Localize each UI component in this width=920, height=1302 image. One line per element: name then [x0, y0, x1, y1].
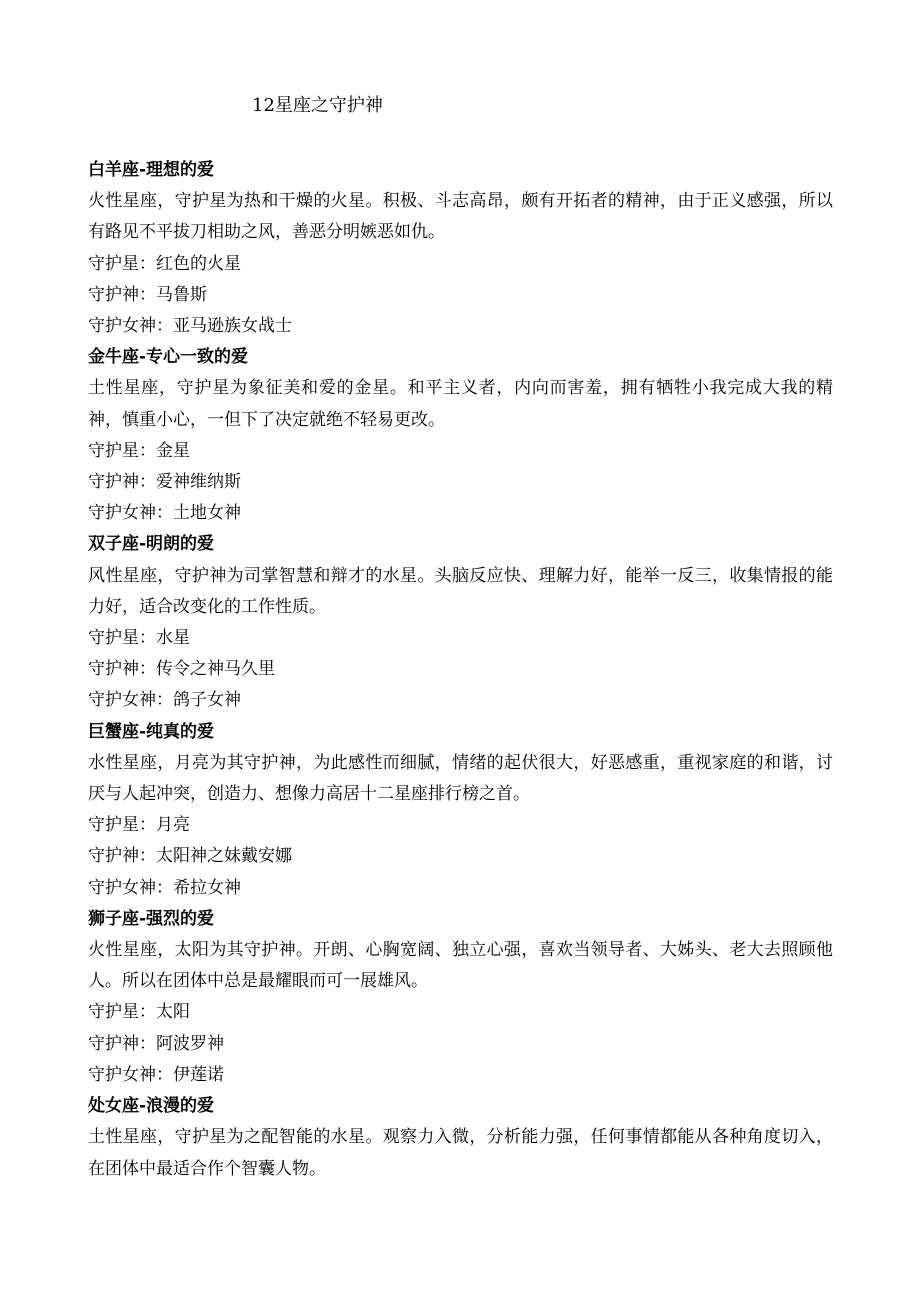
document-body	[88, 155, 833, 1185]
guardian-goddess: 守护女神：土地女神	[88, 503, 241, 524]
guardian-goddess: 守护女神：伊莲诺	[88, 1064, 224, 1085]
sign-section-leo	[88, 904, 833, 1091]
guardian-planet: 守护星：金星	[88, 440, 190, 461]
guardian-planet: 守护星：红色的火星	[88, 253, 241, 274]
sign-description: 火性星座，太阳为其守护神。开朗、心胸宽阔、独立心强，喜欢当领导者、大姊头、老大去照顾他人。所以在团体中总是最耀眼而可一展雄风。	[88, 940, 833, 992]
sign-description: 火性星座，守护星为热和干燥的火星。积极、斗志高昂，颇有开拓者的精神，由于正义感强，所以有路见不平拔刀相助之风，善恶分明嫉恶如仇。	[88, 191, 833, 243]
sign-heading: 金牛座-专心一致的爱	[88, 347, 249, 368]
guardian-god: 守护神：太阳神之妹戴安娜	[88, 846, 292, 867]
guardian-goddess: 守护女神：希拉女神	[88, 877, 241, 898]
sign-description: 土性星座，守护星为之配智能的水星。观察力入微，分析能力强，任何事情都能从各种角度切入，在团体中最适合作个智囊人物。	[88, 1127, 833, 1179]
sign-section-virgo	[88, 1091, 833, 1185]
sign-section-aries	[88, 155, 833, 342]
guardian-planet: 守护星：月亮	[88, 815, 190, 836]
guardian-planet: 守护星：水星	[88, 628, 190, 649]
sign-section-cancer	[88, 717, 833, 904]
guardian-god: 守护神：爱神维纳斯	[88, 472, 241, 493]
guardian-god: 守护神：阿波罗神	[88, 1033, 224, 1054]
sign-heading: 双子座-明朗的爱	[88, 534, 215, 555]
guardian-goddess: 守护女神：亚马逊族女战士	[88, 316, 292, 337]
guardian-planet: 守护星：太阳	[88, 1002, 190, 1023]
guardian-god: 守护神：传令之神马久里	[88, 659, 275, 680]
sign-section-taurus	[88, 342, 833, 529]
sign-heading: 处女座-浪漫的爱	[88, 1096, 215, 1117]
sign-heading: 巨蟹座-纯真的爱	[88, 721, 215, 742]
document-title: 12星座之守护神	[252, 95, 383, 116]
sign-heading: 白羊座-理想的爱	[88, 160, 215, 180]
sign-description: 土性星座，守护星为象征美和爱的金星。和平主义者，内向而害羞，拥有牺牲小我完成大我的精神，慎重小心，一但下了决定就绝不轻易更改。	[88, 378, 833, 430]
guardian-goddess: 守护女神：鸽子女神	[88, 690, 241, 711]
sign-heading: 狮子座-强烈的爱	[88, 908, 215, 929]
sign-description: 水性星座，月亮为其守护神，为此感性而细腻，情绪的起伏很大，好恶感重，重视家庭的和谐，讨厌与人起冲突，创造力、想像力高居十二星座排行榜之首。	[88, 752, 833, 805]
sign-section-gemini	[88, 529, 833, 716]
guardian-god: 守护神：马鲁斯	[88, 284, 207, 305]
sign-description: 风性星座，守护神为司掌智慧和辩才的水星。头脑反应快、理解力好，能举一反三，收集情报的能力好，适合改变化的工作性质。	[88, 565, 833, 617]
